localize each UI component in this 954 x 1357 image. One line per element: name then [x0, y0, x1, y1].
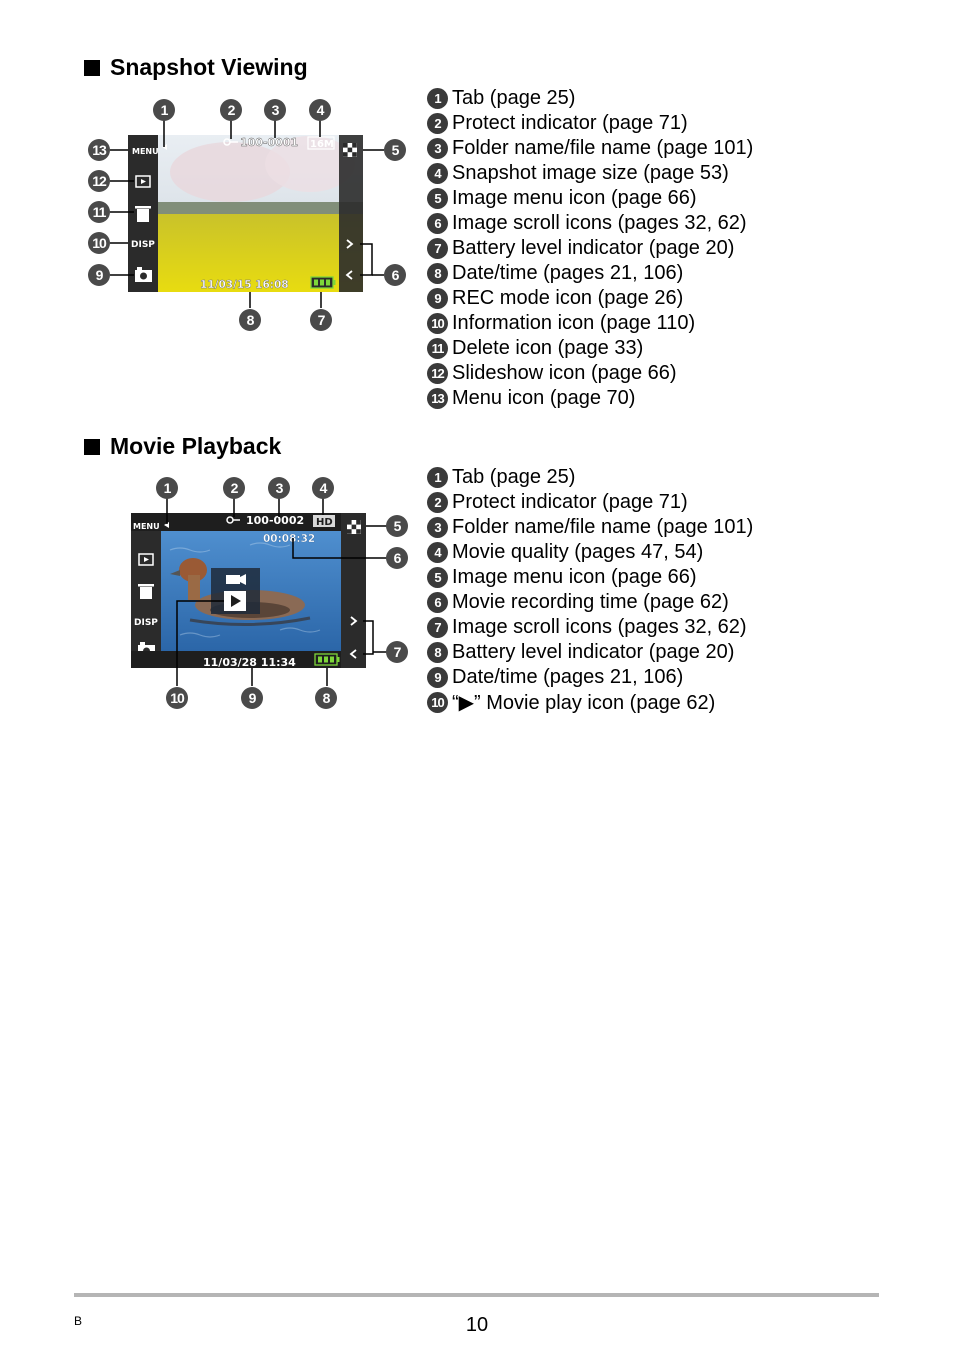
legend-number: 7: [427, 617, 448, 638]
legend-text: Tab (page 25): [452, 466, 576, 488]
legend-number: 5: [427, 188, 448, 209]
legend-item: [427, 236, 753, 261]
movie-recording-time: 00:08:32: [263, 533, 316, 545]
legend-number: 6: [427, 213, 448, 234]
legend-text: Folder name/file name (page 101): [452, 137, 754, 159]
legend-item: [427, 640, 753, 665]
snapshot-screen-diagram: [80, 92, 420, 337]
legend-number: 4: [427, 163, 448, 184]
page-number: 10: [465, 1314, 489, 1336]
legend-text: Snapshot image size (page 53): [452, 162, 729, 184]
legend-number: 9: [427, 288, 448, 309]
movie-callout-1: 1: [156, 477, 178, 499]
legend-item: [427, 540, 753, 565]
movie-callout-8: 8: [315, 687, 337, 709]
play-icon: [224, 591, 246, 611]
legend-text: Slideshow icon (page 66): [452, 362, 677, 384]
legend-item: [427, 261, 753, 286]
movie-legend: [427, 465, 753, 715]
legend-item: [427, 615, 753, 640]
snapshot-callout-13: 13: [88, 139, 110, 161]
legend-text: Image menu icon (page 66): [452, 566, 697, 588]
legend-number: 9: [427, 667, 448, 688]
movie-quality-badge: HD: [316, 517, 333, 528]
snapshot-callout-4: 4: [309, 99, 331, 121]
legend-item: [427, 465, 753, 490]
legend-text: REC mode icon (page 26): [452, 287, 684, 309]
legend-text: Date/time (pages 21, 106): [452, 666, 684, 688]
snapshot-callout-2: 2: [220, 99, 242, 121]
legend-item: [427, 86, 753, 111]
legend-text: Date/time (pages 21, 106): [452, 262, 684, 284]
legend-number: 10: [427, 313, 448, 334]
legend-text: Battery level indicator (page 20): [452, 641, 735, 663]
snapshot-callout-8: 8: [239, 309, 261, 331]
snapshot-callout-3: 3: [264, 99, 286, 121]
legend-number: 1: [427, 88, 448, 109]
movie-callout-3: 3: [268, 477, 290, 499]
trash-icon: [138, 584, 154, 599]
snapshot-datetime: 11/03/15 16:08: [200, 279, 289, 291]
footer-rule: [74, 1293, 879, 1297]
movie-callout-4: 4: [312, 477, 334, 499]
battery-icon: [315, 654, 340, 665]
legend-text: Battery level indicator (page 20): [452, 237, 735, 259]
legend-number: 5: [427, 567, 448, 588]
snapshot-file-name: 100-0001: [240, 136, 299, 149]
movie-menu-label: MENU: [133, 522, 160, 531]
movie-callout-7: 7: [386, 641, 408, 663]
snapshot-callout-7: 7: [310, 309, 332, 331]
snapshot-callout-11: 11: [88, 201, 110, 223]
section-title-movie: [84, 433, 281, 460]
movie-callout-10: 10: [166, 687, 188, 709]
legend-item: [427, 690, 753, 715]
snapshot-callout-9: 9: [88, 264, 110, 286]
legend-number: 6: [427, 592, 448, 613]
legend-item: [427, 136, 753, 161]
legend-item: [427, 211, 753, 236]
checker-grid-icon: [343, 143, 357, 157]
snapshot-callout-10: 10: [88, 232, 110, 254]
legend-number: 12: [427, 363, 448, 384]
legend-item: [427, 161, 753, 186]
legend-item: [427, 186, 753, 211]
legend-text: Movie quality (pages 47, 54): [452, 541, 704, 563]
legend-item: [427, 386, 753, 411]
trash-icon: [135, 206, 151, 222]
legend-text: Image scroll icons (pages 32, 62): [452, 616, 747, 638]
snapshot-callout-6: 6: [384, 264, 406, 286]
movie-disp-label: DISP: [134, 618, 158, 628]
legend-text: Menu icon (page 70): [452, 387, 636, 409]
legend-number: 10: [427, 692, 448, 713]
snapshot-menu-label: MENU: [132, 147, 159, 156]
movie-datetime: 11/03/28 11:34: [203, 656, 296, 669]
section-title-text: Movie Playback: [110, 433, 282, 459]
legend-number: 2: [427, 113, 448, 134]
legend-item: [427, 286, 753, 311]
section-title-snapshot: [84, 54, 308, 81]
legend-text: Protect indicator (page 71): [452, 112, 688, 134]
legend-text: Image menu icon (page 66): [452, 187, 697, 209]
legend-number: 8: [427, 263, 448, 284]
footer-corner-mark: B: [74, 1314, 83, 1328]
legend-number: 3: [427, 517, 448, 538]
legend-text: Information icon (page 110): [452, 312, 696, 334]
legend-text: Protect indicator (page 71): [452, 491, 688, 513]
legend-text: Delete icon (page 33): [452, 337, 644, 359]
movie-callout-5: 5: [386, 515, 408, 537]
legend-number: 11: [427, 338, 448, 359]
legend-number: 8: [427, 642, 448, 663]
legend-text: “▶” Movie play icon (page 62): [452, 692, 716, 714]
legend-item: [427, 565, 753, 590]
movie-callout-6: 6: [386, 547, 408, 569]
snapshot-right-panel: [339, 135, 363, 292]
snapshot-legend: [427, 86, 753, 411]
battery-icon: [311, 277, 336, 288]
legend-text: Movie recording time (page 62): [452, 591, 729, 613]
legend-item: [427, 336, 753, 361]
legend-number: 1: [427, 467, 448, 488]
legend-item: [427, 590, 753, 615]
square-bullet-icon: [84, 60, 100, 76]
snapshot-disp-label: DISP: [131, 240, 155, 250]
checker-grid-icon: [347, 520, 361, 534]
legend-item: [427, 111, 753, 136]
snapshot-callout-5: 5: [384, 139, 406, 161]
legend-item: [427, 361, 753, 386]
legend-number: 3: [427, 138, 448, 159]
square-bullet-icon: [84, 439, 100, 455]
section-title-text: Snapshot Viewing: [110, 54, 308, 80]
legend-number: 7: [427, 238, 448, 259]
movie-screen-diagram: [100, 470, 420, 715]
legend-item: [427, 311, 753, 336]
legend-text: Folder name/file name (page 101): [452, 516, 754, 538]
legend-number: 4: [427, 542, 448, 563]
snapshot-callout-1: 1: [153, 99, 175, 121]
snapshot-callout-12: 12: [88, 170, 110, 192]
movie-file-name: 100-0002: [246, 514, 305, 527]
legend-item: [427, 515, 753, 540]
snapshot-size-badge: 16M: [310, 139, 334, 150]
legend-item: [427, 665, 753, 690]
movie-callout-9: 9: [241, 687, 263, 709]
legend-text: Tab (page 25): [452, 87, 576, 109]
legend-text: Image scroll icons (pages 32, 62): [452, 212, 747, 234]
movie-callout-2: 2: [223, 477, 245, 499]
legend-number: 13: [427, 388, 448, 409]
legend-number: 2: [427, 492, 448, 513]
movie-right-panel: [341, 513, 366, 668]
legend-item: [427, 490, 753, 515]
